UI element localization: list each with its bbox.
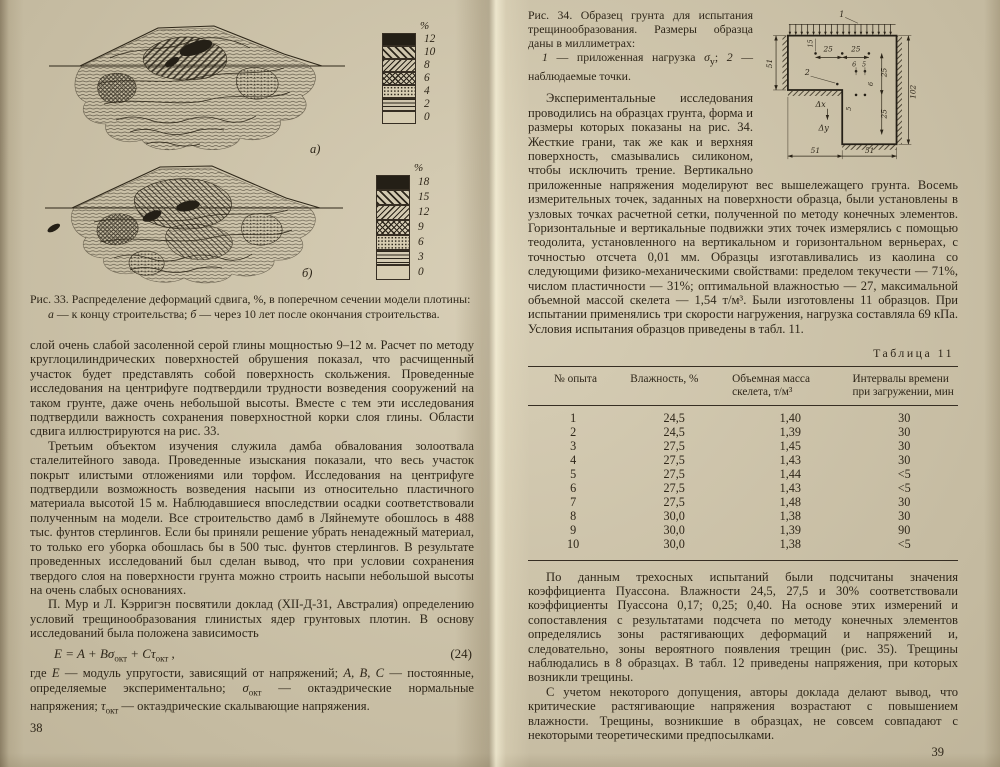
table-cell: 1,44 [779,467,801,482]
table-cell: 9 [570,522,577,537]
legend-swatch-hlines [376,250,410,265]
subfigure-label-a: а) [310,142,321,156]
table-row [528,496,958,510]
svg-text:51: 51 [864,146,875,156]
table-cell: 1,39 [779,522,801,537]
legend-value: 15 [418,190,430,203]
svg-text:102: 102 [908,84,918,99]
figure-33-caption-text: Рис. 33. Распределение деформаций сдвига, %, в поперечном сечении модели плотины: [30,292,471,306]
legend-row [376,175,429,190]
table-row [528,468,958,482]
table-cell: 30 [898,508,911,523]
figure-33-caption-legend [30,307,472,321]
table-cell: 1,48 [779,494,801,509]
svg-text:51: 51 [765,58,775,69]
table-row [528,510,958,524]
figure-33b-legend [376,162,429,280]
legend-value: 6 [424,71,430,84]
paragraph: Экспериментальные исследования проводились на образцах грунта, форма и размеры которых показаны на рис. 34. Жесткие грани, так же как и верхняя поверхность, смазывались силиконом, чтобы исключить трение. Вертикально приложенные напряжения моделируют вес вышележащего грунта. Восемь измерительных точек, заданных на поверхности образца, были установлены в узловых точках расчетной сетки, полученной по методу конечных элементов. Горизонтальные и вертикальные подвижки этих точек измерялись с помощью теодолита, установленного на вертикальном и горизонтальном верньерах, с точностью отсчета 0,01 мм. Образцы изготавливались из каолина со следующими физико-механическими свойствами: пределом текучести — 71%, числом пластичности — 31%; оптимальной влажностью — 27, максимальной объемной массой скелета — 1,54 т/м³. Были изготовлены 11 образцов. При испытании применялись три скорости нагружения, нагрузка составляла 69 кПа. Условия испытания образцов приведены в табл. 11. [528,91,958,336]
table-cell: 7 [570,494,577,509]
legend-swatch-blank [382,111,416,124]
legend-row [382,98,435,111]
legend-row [382,111,435,124]
paragraph: С учетом некоторого допущения, авторы доклада делают вывод, что критические растягивающие напряжения возрастают с повышением влажности. Трещины, возникшие в образцах, не совсем совпадают с некоторыми теоретическими предпосылками. [528,684,958,742]
table-cell: 27,5 [663,494,685,509]
table-cell: 24,5 [663,411,685,426]
legend-swatch-blank [376,265,410,280]
legend-row [376,220,429,235]
subfigure-label-b: б) [302,266,313,280]
table-cell: 3 [570,439,577,454]
legend-value: 6 [418,235,424,248]
legend-swatch-diag-bold [376,190,410,205]
svg-text:5: 5 [861,60,867,69]
paragraph: П. Мур и Л. Кэрригэн посвятили доклад (XII-Д-31, Австралия) определению условий трещинообразования глинистых ядер грунтовых плотин. В основу исследований была положена зависимость [30,597,474,641]
svg-text:Δy: Δy [818,123,829,133]
caption-item-b-text: — через 10 лет после окончания строительства. [196,307,440,321]
legend-value: 12 [418,205,430,218]
table-cell: 4 [570,453,577,468]
page-left [30,8,476,758]
svg-text:15: 15 [806,39,815,48]
legend-swatch-stipple [382,85,416,98]
table-cell: 30,0 [663,522,685,537]
legend-value: 4 [424,84,430,97]
legend-value: 12 [424,32,436,45]
svg-text:6: 6 [852,60,857,69]
table-row [528,440,958,454]
table-cell: 27,5 [663,439,685,454]
col-header-experiment-no: № опыта [528,367,618,406]
table-row [528,482,958,496]
left-text-column [30,338,474,736]
table-cell: 27,5 [663,467,685,482]
paragraph: Третьим объектом изучения служила дамба обвалования золоотвала сталелитейного завода. Проведенные изыскания показали, что весь участок покрыт илистыми отложениями или торфом. Исследования на центрифуге подтвердили возможность возведения насыпи из относительно пластичного материала высотой 15 м. Наблюдавшиеся впоследствии осадки соответствовали полученным на модели. Все строительство дамб в Ляйнемуте обошлось в 488 тыс. фунтов стерлингов. Если бы приняли решение убрать ненадежный материал, то только его уборка обошлась бы в 500 тыс. фунтов стерлингов. В результате проведенных исследований был сделан вывод, что при условии сохранения твердого слоя на поверхности грунта можно строить насыпи небольшой высоты на очень слабых основаниях. [30,438,474,597]
svg-text:25: 25 [823,44,833,54]
figure-33a-dam-cross-section [46,12,348,162]
legend-value: 9 [418,220,424,233]
legend-row [376,250,429,265]
table-cell: 1,43 [779,453,801,468]
legend-row [382,85,435,98]
legend-row [382,72,435,85]
table-cell: 30 [898,425,911,440]
table-cell: 30 [898,439,911,454]
col-header-moisture: Влажность, % [618,367,730,406]
legend-unit: % [420,20,430,32]
svg-text:5: 5 [845,106,854,111]
figure-34-specimen-svg [762,8,958,168]
table-cell: 6 [570,480,577,495]
legend-swatch-solid [382,33,416,46]
legend-row [382,33,435,46]
svg-text:1: 1 [839,9,845,19]
figure-33-caption [30,292,472,321]
svg-text:25: 25 [851,44,861,54]
legend-swatch-solid [376,175,410,190]
legend-row [376,235,429,250]
table-cell: 1,38 [779,508,801,523]
table-cell: 30 [898,411,911,426]
table-row [528,426,958,440]
paragraph: слой очень слабой засоленной серой глины мощностью 9–12 м. Расчет по методу круглоцилиндрических поверхностей обрушения показал, что расчищенный участок будет представлять собой поверхность скольжения. Проведенные исследования на центрифуге подтвердили трудности возведения сооружений на таком грунте, даже очень небольшой высоты. Вместе с тем эти исследования подтвердили важность сохранения поверхностной корки слоя глины. Области сдвига иллюстрируются на рис. 33. [30,338,474,439]
table-cell: 1,38 [779,536,801,551]
legend-value: 0 [424,110,430,123]
table-cell: 30,0 [663,508,685,523]
legend-swatch-crosshatch [382,72,416,85]
col-header-skeleton-density: Объемная масса скелета, т/м³ [730,367,850,406]
col-header-loading-interval: Интервалы времени при загружении, мин [850,367,958,406]
table-cell: 1,39 [779,425,801,440]
legend-unit: % [414,162,424,174]
page-number-39: 39 [931,745,944,760]
caption-item-b: б [190,307,197,321]
figure-34-caption-text: Рис. 34. Образец грунта для испытания трещинообразования. Размеры образца даны в миллиметрах: [528,8,753,50]
table-cell: 27,5 [663,453,685,468]
table-cell: 1 [570,411,577,426]
legend-swatch-crosshatch [376,220,410,235]
equation-where-clause: где E — модуль упругости, зависящий от напряжений; А, В, С — постоянные, определяемые экспериментально; $\sigma_{окт}$ — октаэдрические нормальные напряжения; $\tau_{окт}$ — октаэдрические скалывающие напряжения. [30,666,475,716]
svg-text:Δx: Δx [815,99,826,109]
table-cell: 8 [570,508,577,523]
table-row [528,524,958,538]
equation-body: $E = A + B\sigma_{окт} + C\tau_{окт}$ , [54,645,175,664]
table-11-body [528,406,958,560]
table-cell: <5 [897,536,911,551]
page-right [528,8,958,758]
legend-swatch-diag-bold [382,46,416,59]
table-cell: 5 [570,467,577,482]
table-cell: 1,45 [779,439,801,454]
svg-text:25: 25 [879,109,889,119]
legend-swatch-hlines [382,98,416,111]
legend-items [382,33,435,124]
legend-value: 3 [418,250,424,263]
table-cell: 27,5 [663,480,685,495]
svg-text:2: 2 [804,68,810,78]
legend-row [382,59,435,72]
legend-value: 8 [424,58,430,71]
legend-swatch-stipple [376,235,410,250]
table-cell: 90 [898,522,911,537]
svg-text:51: 51 [810,146,821,156]
legend-swatch-diag-light [376,205,410,220]
legend-row [382,46,435,59]
table-11-header [528,367,958,406]
svg-text:6: 6 [866,81,875,87]
table-11 [528,366,958,560]
legend-swatch-diag-light [382,59,416,72]
table-cell: 30,0 [663,536,685,551]
caption-item-a-text: — к концу строительства; [53,307,191,321]
figure-34-caption-legend: 1 — приложенная нагрузка $\sigma_y$; 2 — наблюдаемые точки. [528,50,753,84]
page-number-38: 38 [30,721,43,736]
table-cell: 2 [570,425,577,440]
paragraph: По данным трехосных испытаний были подсчитаны значения коэффициента Пуассона. Влажности 24,5, 27,5 и 30% соответствовали коэффициенты Пуассона 0,17; 0,25; 0,40. На основе этих измерений и сопоставления с результатами подсчета по методу конечных элементов определялись зоны растягивающих деформаций и напряжений и, следовательно, зоны вероятного появления трещин (рис. 35). Трещины наблюдались в 8 образцах. В табл. 12 приведены напряжения, при которых возникли трещины. [528,569,958,685]
legend-items [376,175,429,280]
table-row [528,538,958,560]
legend-row [376,205,429,220]
legend-value: 18 [418,175,430,188]
figure-33a-legend [382,20,435,124]
table-11-title: Таблица 11 [873,346,954,361]
equation-number: (24) [450,645,472,661]
legend-value: 2 [424,97,430,110]
equation-24 [54,646,474,664]
caption-item-a: а [48,307,54,321]
table-row [528,406,958,426]
legend-row [376,265,429,280]
svg-text:25: 25 [879,67,889,78]
table-cell: <5 [897,467,911,482]
legend-value: 0 [418,265,424,278]
table-cell: 30 [898,453,911,468]
legend-row [376,190,429,205]
table-cell: <5 [897,480,911,495]
figure-34-drawing [762,8,958,168]
table-cell: 1,43 [779,480,801,495]
table-cell: 10 [567,536,580,551]
table-cell: 30 [898,494,911,509]
legend-value: 10 [424,45,436,58]
table-row [528,454,958,468]
table-cell: 24,5 [663,425,685,440]
table-cell: 1,40 [779,411,801,426]
